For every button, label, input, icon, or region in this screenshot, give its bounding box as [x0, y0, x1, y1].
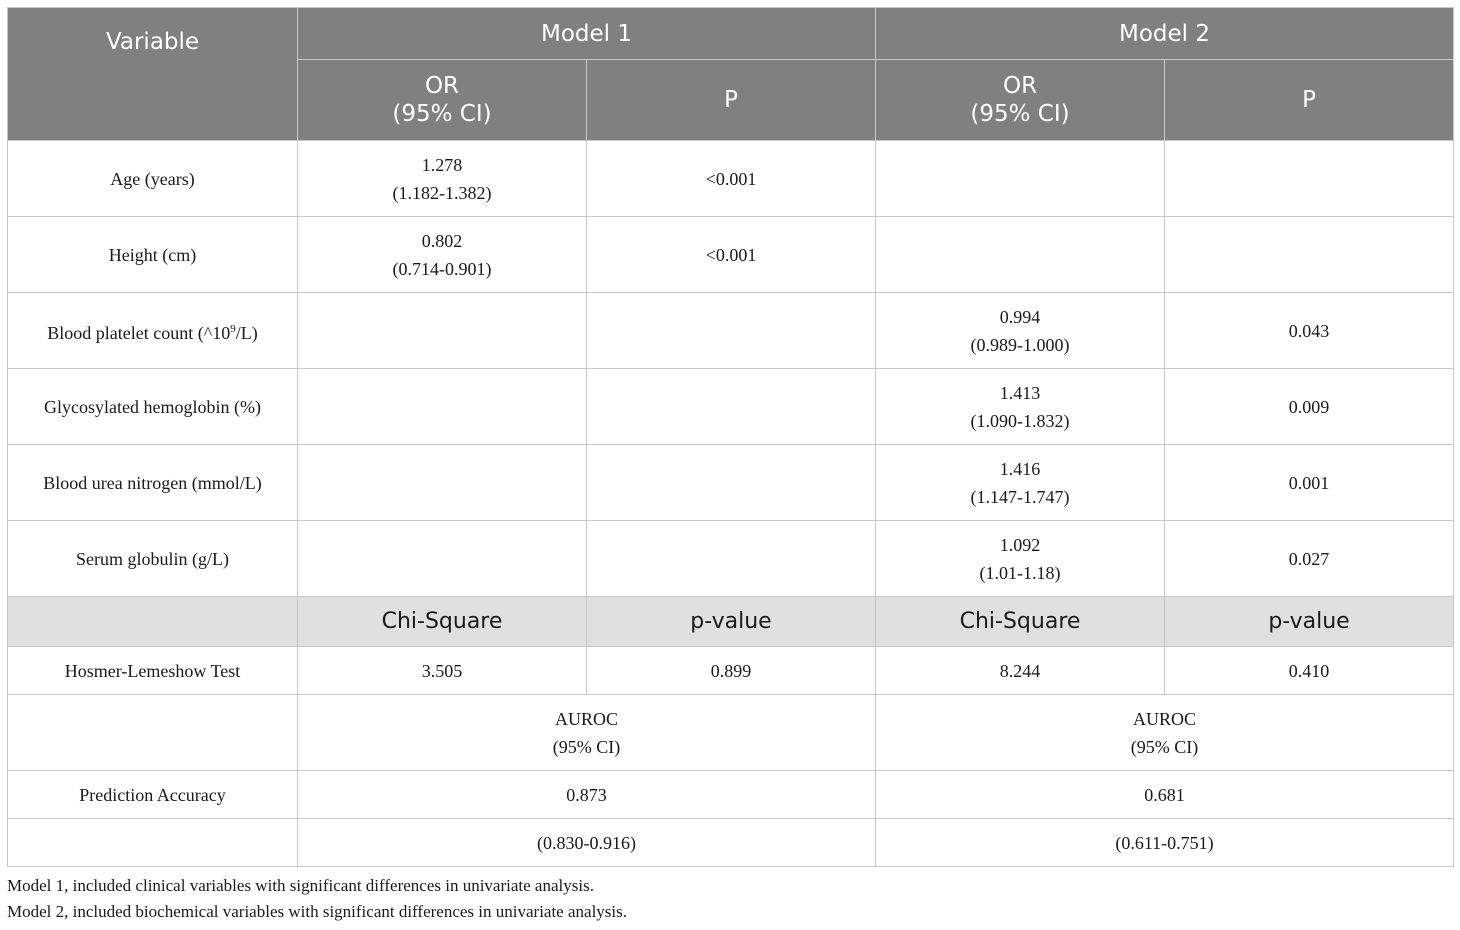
m2-or-cell	[876, 141, 1165, 217]
auroc-m1-header	[298, 695, 876, 771]
m1-or-cell	[298, 293, 587, 369]
row-label: Height (cm)	[8, 217, 298, 293]
m2-p-cell: 0.009	[1165, 369, 1454, 445]
m1-p-cell: <0.001	[587, 217, 876, 293]
table-row	[8, 521, 1454, 597]
ci-value: (0.989-1.000)	[970, 334, 1070, 355]
footnote-model-2: Model 2, included biochemical variables with significant differences in univariate analysis.	[7, 902, 627, 921]
label-text: Blood platelet count (^10	[47, 322, 231, 343]
m2-or-cell	[876, 217, 1165, 293]
accuracy-row	[8, 771, 1454, 819]
label-superscript: 9	[230, 322, 236, 335]
m2-or-cell	[876, 445, 1165, 521]
row-label: Glycosylated hemoglobin (%)	[8, 369, 298, 445]
hl-header-m1-pval: p-value	[587, 597, 876, 647]
m1-p-cell	[587, 369, 876, 445]
ci-label: (95% CI)	[1130, 736, 1199, 757]
hl-m1-chi: 3.505	[298, 647, 587, 695]
header-m2-or	[876, 60, 1165, 141]
header-m1-p: P	[587, 60, 876, 141]
m2-p-cell	[1165, 217, 1454, 293]
header-m2-p: P	[1165, 60, 1454, 141]
or-label: OR	[424, 73, 460, 99]
auroc-m2-header	[876, 695, 1454, 771]
ci-label: (95% CI)	[970, 101, 1070, 127]
row-label: Blood urea nitrogen (mmol/L)	[8, 445, 298, 521]
m2-or-cell	[876, 369, 1165, 445]
footnote-model-1: Model 1, included clinical variables with significant differences in univariate analysis.	[7, 876, 594, 895]
ci-value: (1.090-1.832)	[970, 410, 1070, 431]
m2-p-cell: 0.001	[1165, 445, 1454, 521]
row-label: Age (years)	[8, 141, 298, 217]
hl-header-row	[8, 597, 1454, 647]
m1-p-cell	[587, 445, 876, 521]
table-row	[8, 217, 1454, 293]
ci-label: (95% CI)	[392, 101, 492, 127]
table-row	[8, 445, 1454, 521]
hl-header-blank	[8, 597, 298, 647]
row-label: Serum globulin (g/L)	[8, 521, 298, 597]
row-label	[8, 293, 298, 369]
accuracy-ci-blank	[8, 819, 298, 867]
m1-or-cell	[298, 445, 587, 521]
accuracy-m2-ci: (0.611-0.751)	[876, 819, 1454, 867]
or-value: 1.413	[999, 382, 1041, 403]
results-table	[7, 7, 1454, 867]
hl-header-m2-chi: Chi-Square	[876, 597, 1165, 647]
or-value: 1.092	[999, 534, 1041, 555]
auroc-label: AUROC	[555, 708, 619, 729]
header-variable: Variable	[8, 8, 298, 141]
hl-header-m1-chi: Chi-Square	[298, 597, 587, 647]
m2-or-cell	[876, 521, 1165, 597]
hl-m2-p: 0.410	[1165, 647, 1454, 695]
m1-or-cell	[298, 521, 587, 597]
m1-p-cell	[587, 521, 876, 597]
m2-or-cell	[876, 293, 1165, 369]
hl-m1-p: 0.899	[587, 647, 876, 695]
ci-value: (1.01-1.18)	[979, 562, 1061, 583]
accuracy-m1: 0.873	[298, 771, 876, 819]
header-row-models	[8, 8, 1454, 60]
accuracy-m1-ci: (0.830-0.916)	[298, 819, 876, 867]
m2-p-cell: 0.027	[1165, 521, 1454, 597]
table-row	[8, 293, 1454, 369]
row-label: Hosmer-Lemeshow Test	[8, 647, 298, 695]
m1-or-cell	[298, 141, 587, 217]
or-value: 1.278	[421, 154, 463, 175]
hl-row	[8, 647, 1454, 695]
or-value: 1.416	[999, 458, 1041, 479]
ci-value: (1.182-1.382)	[392, 182, 492, 203]
ci-value: (1.147-1.747)	[970, 486, 1070, 507]
accuracy-m2: 0.681	[876, 771, 1454, 819]
m1-or-cell	[298, 217, 587, 293]
ci-value: (0.714-0.901)	[392, 258, 492, 279]
label-text: /L)	[235, 322, 258, 343]
table-row	[8, 369, 1454, 445]
m2-p-cell: 0.043	[1165, 293, 1454, 369]
auroc-header-row	[8, 695, 1454, 771]
header-model-2: Model 2	[876, 8, 1454, 60]
or-label: OR	[1002, 73, 1038, 99]
m1-or-cell	[298, 369, 587, 445]
m1-p-cell	[587, 293, 876, 369]
table-row	[8, 141, 1454, 217]
auroc-label: AUROC	[1133, 708, 1197, 729]
header-m1-or	[298, 60, 587, 141]
auroc-blank	[8, 695, 298, 771]
m2-p-cell	[1165, 141, 1454, 217]
hl-header-m2-pval: p-value	[1165, 597, 1454, 647]
hl-m2-chi: 8.244	[876, 647, 1165, 695]
or-value: 0.802	[421, 230, 463, 251]
accuracy-ci-row	[8, 819, 1454, 867]
header-model-1: Model 1	[298, 8, 876, 60]
m1-p-cell: <0.001	[587, 141, 876, 217]
or-value: 0.994	[999, 306, 1041, 327]
ci-label: (95% CI)	[552, 736, 621, 757]
row-label: Prediction Accuracy	[8, 771, 298, 819]
